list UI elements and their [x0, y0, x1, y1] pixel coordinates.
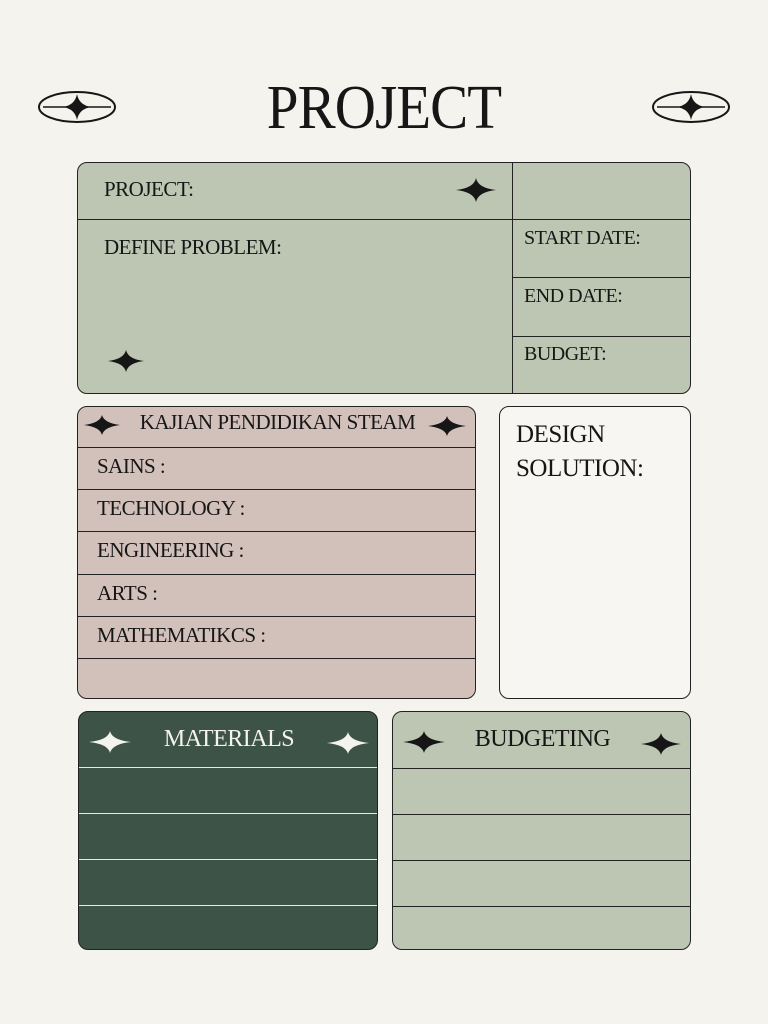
- sparkle-icon: [325, 730, 371, 756]
- oval-star-ornament-icon: [37, 90, 117, 124]
- project-box: [77, 162, 691, 394]
- design-solution-label-line1: DESIGN: [516, 421, 605, 448]
- sparkle-icon: [639, 731, 683, 757]
- steam-row-technology: TECHNOLOGY :: [97, 496, 245, 520]
- define-problem-label: DEFINE PROBLEM:: [104, 235, 282, 259]
- sparkle-icon: [106, 348, 146, 374]
- oval-star-ornament-icon: [651, 90, 731, 124]
- design-solution-label-line2: SOLUTION:: [516, 455, 644, 482]
- steam-header: KAJIAN PENDIDIKAN STEAM: [139, 410, 416, 434]
- page-title: PROJECT: [266, 74, 502, 142]
- steam-box: [77, 406, 476, 699]
- sparkle-icon: [454, 176, 498, 204]
- steam-row-sains: SAINS :: [97, 454, 166, 478]
- materials-box: [78, 711, 378, 950]
- budgeting-header: BUDGETING: [474, 726, 611, 752]
- budget-label: BUDGET:: [524, 343, 607, 365]
- project-label: PROJECT:: [104, 177, 194, 201]
- steam-row-engineering: ENGINEERING :: [97, 538, 244, 562]
- end-date-label: END DATE:: [524, 285, 623, 307]
- sparkle-icon: [426, 414, 468, 438]
- design-solution-box: [499, 406, 691, 699]
- materials-header: MATERIALS: [163, 726, 295, 752]
- steam-row-arts: ARTS :: [97, 581, 158, 605]
- start-date-label: START DATE:: [524, 227, 641, 249]
- steam-row-mathematics: MATHEMATIKCS :: [97, 623, 266, 647]
- budgeting-box: [392, 711, 691, 950]
